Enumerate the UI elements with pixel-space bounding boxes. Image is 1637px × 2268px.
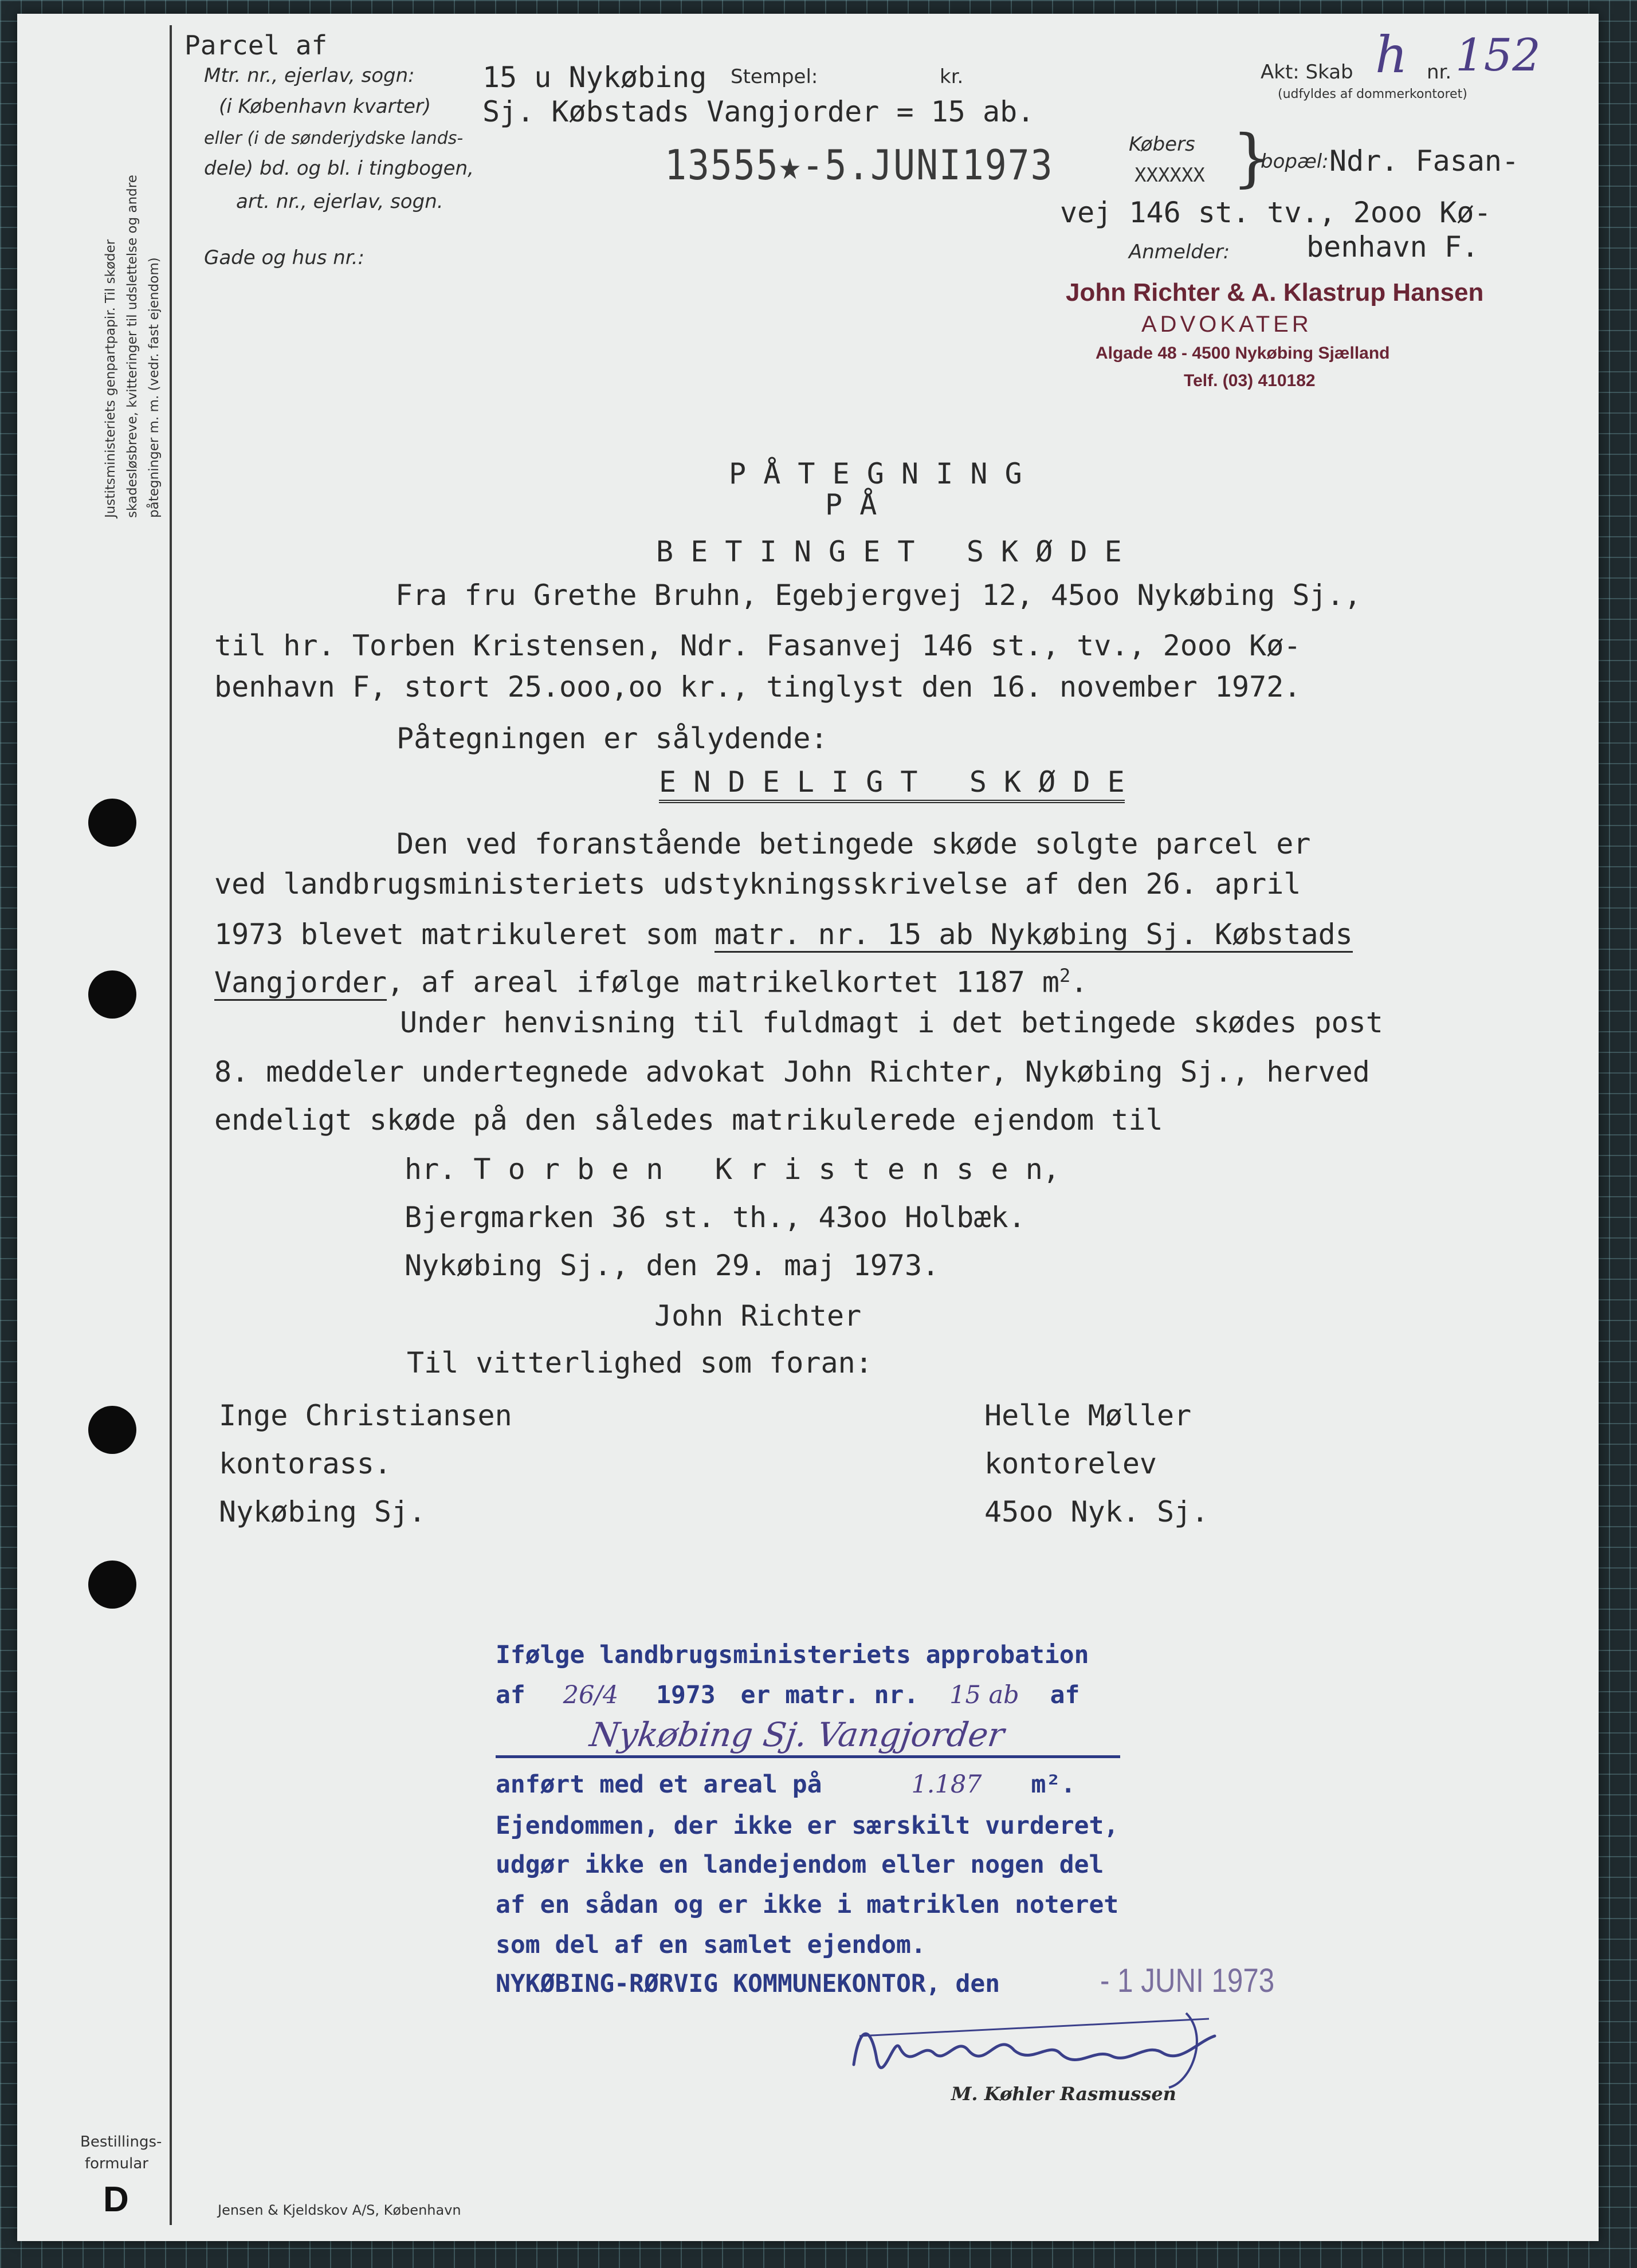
para-3-line-4 [214,965,1088,999]
stamp-areal-text: anført med et areal på [496,1770,822,1799]
firm-title: ADVOKATER [1141,312,1312,337]
para-4-line-2: 8. meddeler undertegnede advokat John Richter, Nykøbing Sj., herved [214,1055,1370,1088]
crossed-out-text: XXXXXX [1134,164,1205,187]
stamp-date-handwritten: 26/4 [563,1681,619,1709]
formular-label: formular [85,2155,148,2172]
sj-label-1: eller (i de sønderjydske lands- [204,128,464,148]
witness-heading: Til vitterlighed som foran: [407,1346,873,1379]
stamp-line-2 [496,1681,1079,1709]
punch-hole [88,799,136,847]
kobers-label: Købers [1129,133,1195,156]
anmelder-label: Anmelder: [1129,241,1230,264]
signer-name: M. Køhler Rasmussen [951,2083,1176,2105]
stamp-line-8: som del af en samlet ejendom. [496,1931,926,1959]
title-line-3: B E T I N G E T S K Ø D E [656,535,1122,568]
bestillings-label: Bestillings- [80,2133,162,2151]
printer-credit: Jensen & Kjeldskov A/S, København [218,2202,461,2218]
margin-rule [170,25,172,2225]
final-deed-heading: E N D E L I G T S K Ø D E [659,765,1125,803]
stamp-matr-text: er matr. nr. [740,1681,919,1709]
punch-hole [88,970,136,1019]
stamp-area-unit: m². [1031,1770,1076,1799]
signatory-name: John Richter [654,1299,862,1333]
para-3-line-2: ved landbrugsministeriets udstykningsskrivelse af den 26. april [214,867,1301,901]
art-label: art. nr., ejerlav, sogn. [236,190,443,213]
witness-2-title: kontorelev [984,1447,1157,1480]
stamp-line-4 [496,1770,1075,1799]
nr-label: nr. [1427,61,1452,84]
stamp-af: af [496,1681,525,1709]
witness-2-place: 45oo Nyk. Sj. [984,1495,1209,1528]
mtr-label: Mtr. nr., ejerlav, sogn: [204,64,415,87]
firm-address: Algade 48 - 4500 Nykøbing Sjælland [1096,344,1390,363]
stamp-date: - 1 JUNI 1973 [1100,1962,1275,1999]
bopael-line-1: Ndr. Fasan- [1329,144,1520,178]
area-text: , af areal ifølge matrikelkortet 1187 m [387,965,1060,999]
para-3-line-3 [214,918,1353,951]
bopael-line-3: benhavn F. [1306,230,1479,264]
kbh-label: (i København kvarter) [219,95,431,118]
para-2: Påtegningen er sålydende: [397,722,828,755]
akt-label: Akt: Skab [1261,61,1353,84]
para-1-line-3: benhavn F, stort 25.ooo,oo kr., tinglyst den 16. november 1972. [214,670,1301,703]
para-4-line-3: endeligt skøde på den således matrikulerede ejendom til [214,1103,1163,1137]
stamp-nr-handwritten: 15 ab [949,1681,1019,1709]
stamp-line-7: af en sådan og er ikke i matriklen noteret [496,1890,1119,1919]
brace-icon: } [1232,121,1272,194]
recipient-name: hr. T o r b e n K r i s t e n s e n, [405,1153,1060,1186]
witness-1-place: Nykøbing Sj. [219,1495,426,1528]
matr-reference: matr. nr. 15 ab Nykøbing Sj. Købstads [715,918,1353,953]
title-line-1: P Å T E G N I N G [729,457,1022,490]
para-1-line-2: til hr. Torben Kristensen, Ndr. Fasanvej 146 st., tv., 2ooo Kø- [214,629,1301,662]
stamp-line-6: udgør ikke en landejendom eller nogen del [496,1850,1104,1879]
udfyldes-note: (udfyldes af dommerkontoret) [1278,87,1467,101]
recipient-address: Bjergmarken 36 st. th., 43oo Holbæk. [405,1201,1026,1234]
mtr-value: 15 u Nykøbing [482,61,707,94]
para-3-line-1: Den ved foranstående betingede skøde solgte parcel er [397,827,1311,860]
side-text-1: Justitsministeriets genpartpapir. Til skøder [103,239,118,518]
para-3-line-3-start: 1973 blevet matrikuleret som [214,918,715,951]
side-text-2: skadesløsbreve, kvitteringer til udslettelse og andre [125,175,140,518]
form-letter: D [103,2180,129,2219]
stamp-ejerlav-handwritten: Nykøbing Sj. Vangjorder [587,1715,1007,1754]
registration-stamp: 13555★-5.JUNI1973 [665,141,1054,189]
sj-label-2: dele) bd. og bl. i tingbogen, [204,157,474,180]
para-1-line-1: Fra fru Grethe Bruhn, Egebjergvej 12, 45oo Nykøbing Sj., [395,579,1361,612]
gade-label: Gade og hus nr.: [204,246,364,269]
punch-hole [88,1406,136,1454]
stamp-line-9: NYKØBING-RØRVIG KOMMUNEKONTOR, den [496,1970,1000,1998]
stamp-year: 1973 [656,1681,716,1709]
bopael-line-2: vej 146 st. tv., 2ooo Kø- [1060,196,1491,229]
para-4-line-1: Under henvisning til fuldmagt i det betingede skødes post [400,1006,1383,1039]
witness-2-name: Helle Møller [984,1399,1192,1432]
bopael-label: bopæl: [1261,150,1329,173]
nr-handwritten: 152 [1455,30,1541,81]
area-exponent: 2 [1059,965,1071,986]
vangjorder-reference: Vangjorder [214,966,387,1001]
witness-1-name: Inge Christiansen [219,1399,512,1432]
stamp-line-1: Ifølge landbrugsministeriets approbation [496,1641,1089,1669]
mtr-value-2: Sj. Købstads Vangjorder = 15 ab. [482,95,1035,128]
akt-handwritten: h [1375,25,1408,84]
title-line-2: P Å [825,488,877,521]
stamp-rule [496,1755,1120,1758]
stamp-af-end: af [1050,1681,1080,1709]
area-period: . [1070,965,1088,999]
document-page [17,14,1599,2241]
stamp-line-5: Ejendommen, der ikke er særskilt vurderet, [496,1811,1119,1840]
stempel-label: Stempel: [731,65,818,88]
punch-hole [88,1561,136,1609]
firm-phone: Telf. (03) 410182 [1184,371,1316,390]
stamp-area-handwritten: 1.187 [911,1770,982,1799]
parcel-label: Parcel af [184,30,328,61]
witness-1-title: kontorass. [219,1447,392,1480]
kr-label: kr. [940,65,964,88]
firm-name: John Richter & A. Klastrup Hansen [1066,278,1484,306]
place-date: Nykøbing Sj., den 29. maj 1973. [405,1249,940,1282]
side-text-3: påtegninger m. m. (vedr. fast ejendom) [147,257,162,518]
